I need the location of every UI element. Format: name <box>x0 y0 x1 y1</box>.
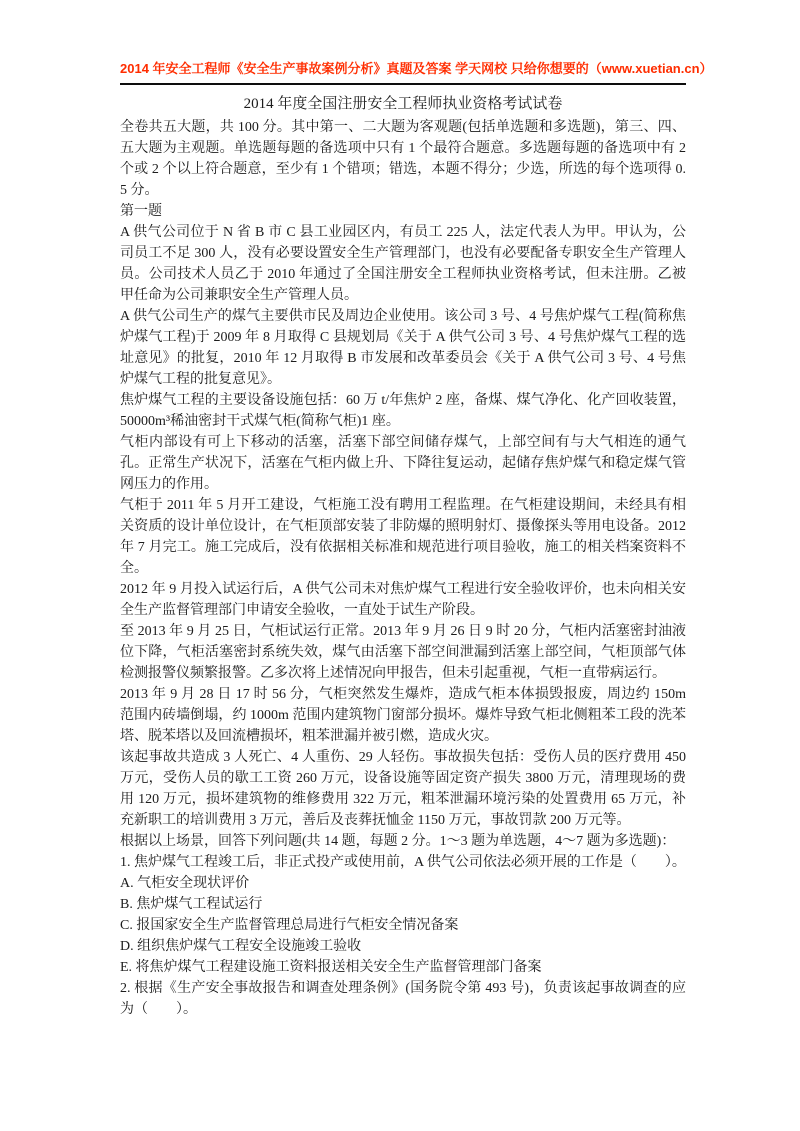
question-1-option-e: E. 将焦炉煤气工程建设施工资料报送相关安全生产监督管理部门备案 <box>120 960 542 975</box>
scenario-paragraph-1: A 供气公司位于 N 省 B 市 C 县工业园区内，有员工 225 人，法定代表人为甲。甲认为，公司员工不足 300 人，没有必要设置安全生产管理部门，也没有必要配备专职安全生产管理人员。公司技术人员乙于 2010 年通过了全国注册安全工程师执业资格考试，但未注册。乙被甲任命为公司兼职安全生产管理人员。 <box>120 225 686 303</box>
question-1-option-b: B. 焦炉煤气工程试运行 <box>120 897 263 912</box>
scenario-paragraph-3: 焦炉煤气工程的主要设备设施包括：60 万 t/年焦炉 2 座，备煤、煤气净化、化产回收装置，50000m³稀油密封干式煤气柜(简称气柜)1 座。 <box>120 393 686 429</box>
document-body <box>120 117 686 1020</box>
header-divider <box>120 83 686 85</box>
section-1-heading: 第一题 <box>120 204 162 219</box>
scenario-paragraph-6: 2012 年 9 月投入试运行后，A 供气公司未对焦炉煤气工程进行安全验收评价，也未向相关安全生产监督管理部门申请安全验收，一直处于试生产阶段。 <box>120 582 686 618</box>
question-1-option-c: C. 报国家安全生产监督管理总局进行气柜安全情况备案 <box>120 918 459 933</box>
scenario-paragraph-2: A 供气公司生产的煤气主要供市民及周边企业使用。该公司 3 号、4 号焦炉煤气工程(简称焦炉煤气工程)于 2009 年 8 月取得 C 县规划局《关于 A 供气公司 3 号、4 号焦炉煤气工程的选址意见》的批复，2010 年 12 月取得 B 市发展和改革委员会《关于 A 供气公司 3 号、4 号焦炉煤气工程的批复意见》。 <box>120 309 686 387</box>
scenario-paragraph-4: 气柜内部设有可上下移动的活塞，活塞下部空间储存煤气，上部空间有与大气相连的通气孔。正常生产状况下，活塞在气柜内做上升、下降往复运动，起储存焦炉煤气和稳定煤气管网压力的作用。 <box>120 435 686 492</box>
content-column <box>120 0 713 1020</box>
scenario-paragraph-8: 2013 年 9 月 28 日 17 时 56 分，气柜突然发生爆炸，造成气柜本体损毁报废，周边约 150m 范围内砖墙倒塌，约 1000m 范围内建筑物门窗部分损坏。爆炸导致气柜北侧粗苯工段的洗苯塔、脱苯塔以及回流槽损坏，粗苯泄漏并被引燃，造成火灾。 <box>120 687 686 744</box>
question-1-text: 1. 焦炉煤气工程竣工后，非正式投产或使用前，A 供气公司依法必须开展的工作是（ ）。 <box>120 855 686 870</box>
scenario-paragraph-9: 该起事故共造成 3 人死亡、4 人重伤、29 人轻伤。事故损失包括：受伤人员的医疗费用 450 万元，受伤人员的歇工工资 260 万元，设备设施等固定资产损失 3800 万元，清理现场的费用 120 万元，损坏建筑物的维修费用 322 万元，粗苯泄漏环境污染的处置费用 65 万元，补充新职工的培训费用 3 万元，善后及丧葬抚恤金 1150 万元，事故罚款 200 万元等。 <box>120 750 686 828</box>
questions-intro: 根据以上场景，回答下列问题(共 14 题，每题 2 分。1～3 题为单选题，4～7 题为多选题)： <box>120 834 676 849</box>
question-1-option-d: D. 组织焦炉煤气工程安全设施竣工验收 <box>120 939 362 954</box>
scenario-paragraph-7: 至 2013 年 9 月 25 日，气柜试运行正常。2013 年 9 月 26 日 9 时 20 分，气柜内活塞密封油液位下降，气柜活塞密封系统失效，煤气由活塞下部空间泄漏到活塞上部空间，气柜顶部气体检测报警仪频繁报警。乙多次将上述情况向甲报告，但未引起重视，气柜一直带病运行。 <box>120 624 686 681</box>
exam-instructions-paragraph: 全卷共五大题，共 100 分。其中第一、二大题为客观题(包括单选题和多选题)，第三、四、五大题为主观题。单选题每题的备选项中只有 1 个最符合题意。多选题每题的备选项中有 2 个或 2 个以上符合题意，至少有 1 个错项；错选，本题不得分；少选，所选的每个选项得 0.5 分。 <box>120 120 686 198</box>
question-1-option-a: A. 气柜安全现状评价 <box>120 876 250 891</box>
promo-banner-text: 2014 年安全工程师《安全生产事故案例分析》真题及答案 学天网校 只给你想要的（www.xuetian.cn） <box>120 61 713 76</box>
promo-banner <box>120 60 713 77</box>
question-2-text: 2. 根据《生产安全事故报告和调查处理条例》(国务院令第 493 号)，负责该起事故调查的应为（ ）。 <box>120 981 686 1017</box>
document-title: 2014 年度全国注册安全工程师执业资格考试试卷 <box>243 96 563 112</box>
scenario-paragraph-5: 气柜于 2011 年 5 月开工建设，气柜施工没有聘用工程监理。在气柜建设期间，未经具有相关资质的设计单位设计，在气柜顶部安装了非防爆的照明射灯、摄像探头等用电设备。2012 年 7 月完工。施工完成后，没有依据相关标准和规范进行项目验收，施工的相关档案资料不全。 <box>120 498 686 576</box>
